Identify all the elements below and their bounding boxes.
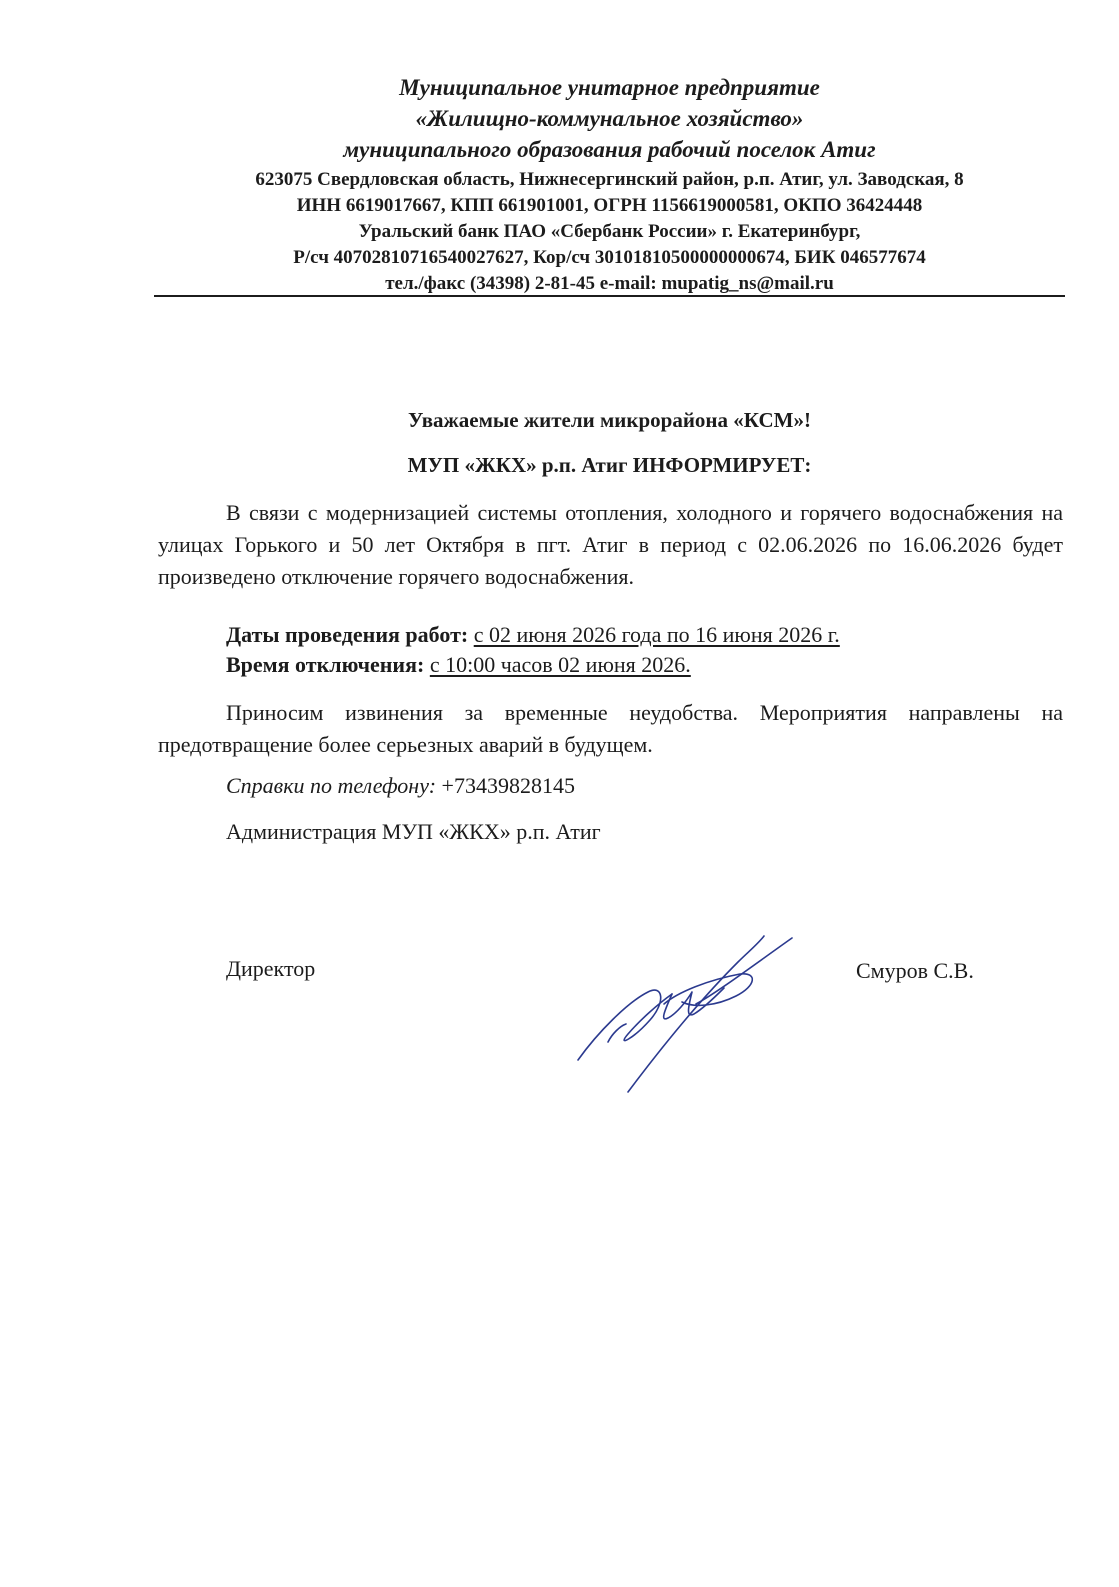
org-bank-accounts: Р/сч 40702810716540027627, Кор/сч 30101810500000000674, БИК 046577674 [293,247,926,268]
org-address: 623075 Свердловская область, Нижнесергинский район, р.п. Атиг, ул. Заводская, 8 [255,169,964,190]
outage-time-line [226,650,691,680]
phone-line [226,771,575,801]
phone-value: +73439828145 [441,773,575,798]
apology-paragraph: Приносим извинения за временные неудобства. Мероприятия направлены на предотвращение более серьезных аварий в будущем. [158,700,1063,757]
letterhead-divider [154,295,1065,297]
signatory-position: Директор [226,956,316,981]
phone-label: Справки по телефону: [226,773,437,798]
org-name-line-1: Муниципальное унитарное предприятие [399,75,820,100]
org-name-line-2: «Жилищно-коммунальное хозяйство» [415,106,804,131]
notice-announcement: МУП «ЖКХ» р.п. Атиг ИНФОРМИРУЕТ: [407,453,812,477]
work-dates-value: с 02 июня 2026 года по 16 июня 2026 г. [473,622,840,647]
outage-time-value: с 10:00 часов 02 июня 2026. [429,652,691,677]
handwritten-signature [568,922,808,1102]
org-name-line-3: муниципального образования рабочий поселок Атиг [343,137,876,162]
notice-paragraph: В связи с модернизацией системы отопления, холодного и горячего водоснабжения на улицах Горького и 50 лет Октября в пгт. Атиг в период с 02.06.2026 по 16.06.2026 будет произведено отключение горячего водоснабжения. [158,500,1063,589]
letterhead [154,72,1065,297]
work-dates-line [226,620,840,650]
notice-greeting: Уважаемые жители микрорайона «КСМ»! [408,408,811,432]
org-bank: Уральский банк ПАО «Сбербанк России» г. Екатеринбург, [358,221,861,242]
signatory-name: Смуров С.В. [856,958,974,983]
work-dates-label: Даты проведения работ: [226,622,469,647]
signoff-text: Администрация МУП «ЖКХ» р.п. Атиг [226,819,601,844]
outage-time-label: Время отключения: [226,652,425,677]
org-registration-ids: ИНН 6619017667, КПП 661901001, ОГРН 1156619000581, ОКПО 36424448 [296,195,923,216]
org-contacts: тел./факс (34398) 2-81-45 e-mail: mupatig_ns@mail.ru [385,273,834,294]
